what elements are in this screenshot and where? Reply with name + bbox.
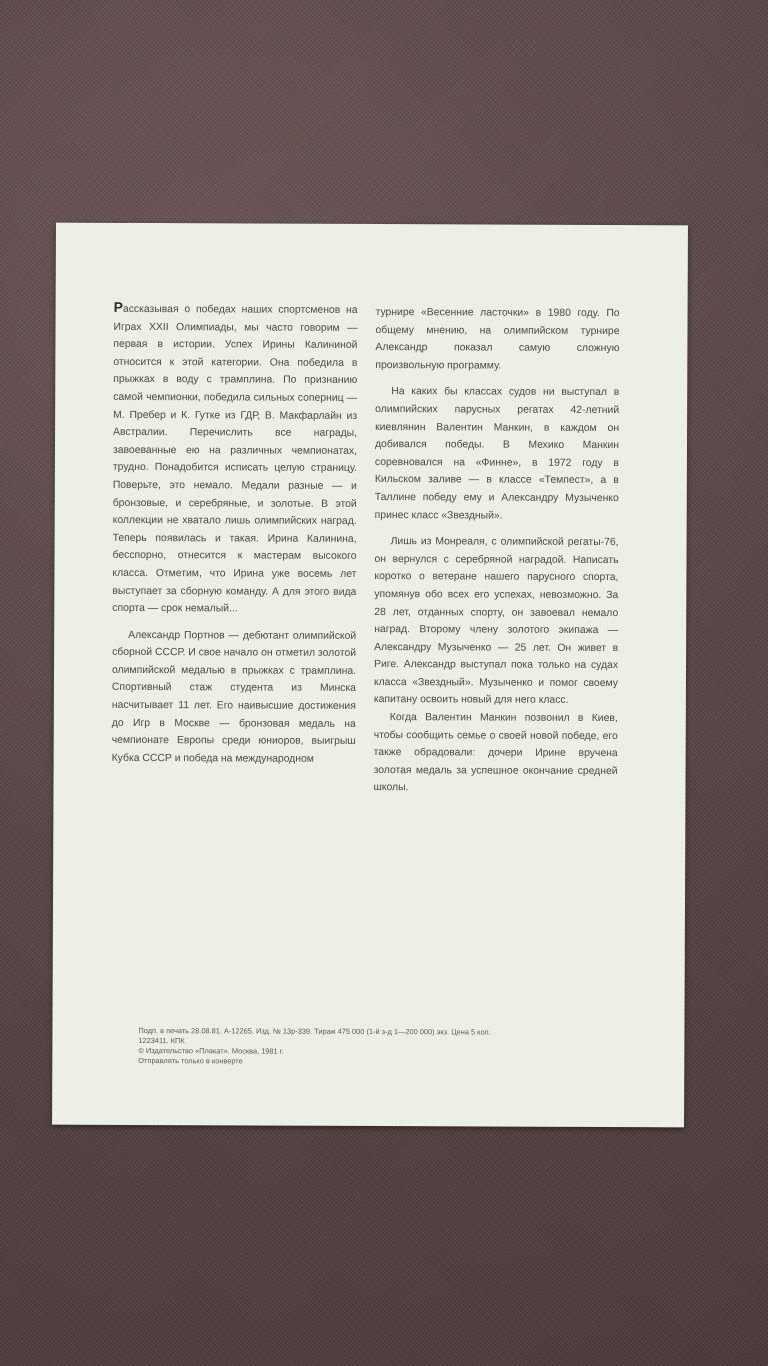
- imprint-line: Отправлять только в конверте: [138, 1055, 243, 1066]
- postcard-back: [52, 223, 688, 1128]
- imprint-line: Подп. в печать 28.08.81. А-12265. Изд. № 13р-339. Тираж 475 000 (1-й з-д 1—200 000) экз. Цена 5 коп.: [138, 1025, 491, 1037]
- paragraph-family: Когда Валентин Манкин позвонил в Киев, чтобы сообщить семье о своей новой победе, его также обрадовали: дочери Ирине вручена золотая медаль за успешное окончание средней школы.: [373, 712, 618, 794]
- paragraph-portnov-continued: турнире «Весенние ласточки» в 1980 году. По общему мнению, на олимпийском турнире Александр показал самую сложную произвольную программу.: [375, 307, 620, 372]
- paragraph-portnov: Александр Портнов — дебютант олимпийской сборной СССР. И свое начало он отметил золотой олимпийской медалью в прыжках с трамплина. Спортивный стаж студента из Минска насчитывает 11 лет. Его наивысшие достижения до Игр в Москве — бронзовая медаль на чемпионате Европы среди юниоров, выигрыш Кубка СССР и победа на международном: [111, 629, 357, 765]
- drop-cap: Р: [113, 298, 123, 315]
- imprint-line: © Издательство «Плакат». Москва, 1981 г.: [138, 1045, 284, 1056]
- imprint-line: 1223411. КПК: [138, 1035, 185, 1046]
- paragraph-kalinina: [112, 299, 357, 619]
- paragraph-kalinina-text: ассказывая о победах наших спортсменов на Играх XXII Олимпиады, мы часто говорим — первая в истории. Успех Ирины Калининой относится к этой категории. Она победила в прыжках в воду с трамплина. По признанию самой чемпионки, победила сильных соперниц — М. Пребер и К. Гутке из ГДР, В. Макфарлайн из Австралии. Перечислить все награды, завоеванные ею на различных чемпионатах, трудно. Понадобится исписать целую страницу. Поверьте, это немало. Медали разные — и бронзовые, и серебряные, и золотые. В этой коллекции не хватало лишь олимпийских наград. Теперь появилась и такая. Ирина Калинина, бесспорно, отнесится к мастерам высокого класса. Отметим, что Ирина уже восемь лет выступает за сборную команду. А для этого вида спорта — срок немалый...: [112, 303, 358, 615]
- right-text-column: [373, 304, 619, 798]
- left-text-column: [112, 299, 358, 768]
- paragraph-mankin: На каких бы классах судов ни выступал в олимпийских парусных регатах 42-летний киевлянин Валентин Манкин, в каждом он добивался победы. В Мехико Манкин соревновался на «Финне», в 1972 году в Кильском заливе — в классе «Темпест», а в Таллине победу ему и Александру Музыченко принес класс «Звездный».: [374, 386, 620, 522]
- publisher-imprint: [138, 1026, 618, 1068]
- paragraph-montreal: Лишь из Монреаля, с олимпийской регаты-76, он вернулся с серебряной наградой. Написать коротко о ветеране нашего парусного спорта, упомянув обо всех его успехах, невозможно. За 28 лет, отданных спорту, он завоевал немало наград. Второму члену золотого экипажа — Александру Музыченко — 25 лет. Он живет в Риге. Александр выступал пока только на судах класса «Звездный». Музыченко и помог своему капитану освоить новый для него класс.: [373, 536, 619, 707]
